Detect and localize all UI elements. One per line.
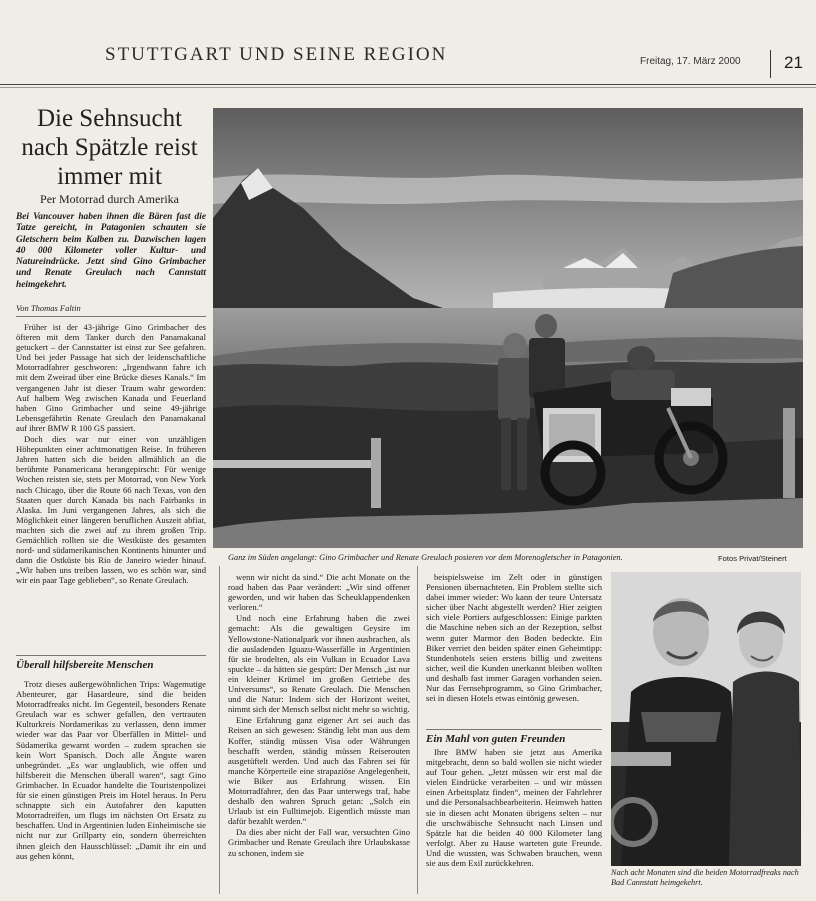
paragraph: Trotz dieses außergewöhnlichen Trips: Wagemutige Abenteurer, gar Hasardeure, sind die beiden Motorradfreaks nicht. Im Gegenteil, besonders Renate Greulach war es schwer gefallen, den vertrauten Kulturkreis Nordamerikas zu verlassen, denn immer wieder war das Paar vor Überfällen in Mittel- und Südamerika gewarnt worden – zudem sprachen sie kein Wort Spanisch. Doch alle Ängste waren unbegründet. „Es war unglaublich, wie offen und hilfsbereit die Menschen überall waren“, sagt Gino Grimbacher. In Ecuador handelte die Touristenpolizei für sie einen günstigen Preis im Hotel heraus. In Peru schnappte sich ein Autofahrer den kaputten Motorradreifen, um flugs im nächsten Ort Ersatz zu beschaffen. Und in Argentinien luden Einheimische sie nicht nur zur Grillparty ein, sondern überreichten ihnen gleich den Hausschlüssel: „Damit ihr ein und aus gehen könnt, [16,679,206,861]
paragraph: Eine Erfahrung ganz eigener Art sei auch das Reisen an sich gewesen: Ständig lebt man aus dem Koffer, ständig müssen Visa oder Währungen beschafft werden, ständig müssen Reiserouten ausgetüftelt werden. Und auch das Fahren sei für manche Körperteile eine strapaziöse Angelegenheit, wie Biker aus Erfahrung wissen. Ein Motorradfahrer, den das Paar unterwegs traf, habe deshalb den wahren Spruch getan: „Solch ein Urlaub ist ein Fulltimejob. Eigentlich müsste man dafür bezahlt werden.“ [228,715,410,827]
header-rule-thin [0,87,816,88]
photo-credit: Fotos Privat/Steinert [718,554,787,563]
article-intro: Bei Vancouver haben ihnen die Bären fast die Tatze gereicht, in Patagonien schauten sie Gletschern beim Kalben zu. Dazwischen lagen 40 000 Kilometer voller Kultur- und Natureindrücke. Jetzt sind Gino Grimbacher und Renate Greulach nach Cannstatt heimgekehrt. [16,212,206,290]
page-number: 21 [770,50,816,78]
text-column-1 [16,322,206,656]
text-column-2 [228,572,410,892]
photo-caption-small: Nach acht Monaten sind die beiden Motorradfreaks nach Bad Cannstatt heimgekehrt. [611,868,799,887]
portrait-photo [611,572,801,866]
crosshead-helpful-people: Überall hilfsbereite Menschen [16,655,206,677]
photo-caption-main: Ganz im Süden angelangt: Gino Grimbacher und Renate Greulach posieren vor dem Morenogletscher in Patagonien. [228,553,623,562]
header-rule [0,84,816,85]
text-column-3 [426,572,602,728]
glacier-photo [213,108,803,548]
crosshead-meal-friends: Ein Mahl von guten Freunden [426,729,602,747]
article-subhead: Per Motorrad durch Amerika [40,192,179,206]
text-column-1-continued [16,679,206,891]
article-headline: Die Sehnsucht nach Spätzle reist immer mit [21,105,198,190]
paragraph: Früher ist der 43-jährige Gino Grimbacher des öfteren mit dem Tanker durch den Panamakanal getuckert – der Cannstatter ist einst zur See gefahren. Und bei jeder Passage hat sich der leidenschaftliche Motorradfahrer geschworen: „Irgendwann fahre ich mit dem Zweirad über eine Brücke dieses Kanals.“ Im vergangenen Jahr ist dieser Traum wahr geworden: Auf halbem Weg zwischen Kanada und Feuerland haben Gino Grimbacher und seine 49-jährige Lebensgefährtin Renate Greulach den Panamakanal auf ihrer BMW R 100 GS passiert. [16,322,206,433]
paragraph: Doch dies war nur einer von unzähligen Höhepunkten einer achtmonatigen Reise. In früheren Jahren hatten sich die beiden allmählich an die berühmte Panamericana herangepirscht: Für wenige Wochen reisten sie, stets per Motorrad, von New York nach Chicago, über die Route 66 nach Texas, von den Staaten quer durch Kanada bis nach Fairbanks in Alaska. Im Juni vergangenen Jahres, als sich die Möglichkeit einer längeren beruflichen Auszeit abfiat, machten sich die zwei auf zu ihrem großen Trip. Gemächlich rollten sie die Westküste des gesamten nord- und südamerikanischen Kontinents hinunter und dann die Ostküste bis Rio de Janeiro wieder hinauf. „Wir haben uns treiben lassen, wo es schön war, sind wir ein paar Tage geblieben“, so Renate Greulach. [16,434,206,586]
section-title: STUTTGART UND SEINE REGION [105,44,448,65]
issue-date: Freitag, 17. März 2000 [640,56,741,67]
paragraph: Da dies aber nicht der Fall war, versuchten Gino Grimbacher und Renate Greulach ihre Urlaubskasse zu schonen, indem sie [228,827,410,858]
paragraph: Und noch eine Erfahrung haben die zwei gemacht: Als die gewaltigen Geysire im Yellowstone-Nationalpark vor ihnen ausbrachen, als die ausladenden Iguazu-Wasserfälle in Argentinien für sie brodelten, als ein Vulkan in Ecuador Lava spuckte – da hätten sie gespürt: Der Mensch „ist nur ein kleiner Krümel im großen Getriebe des Universums“, so Renate Greulach. Die Menschen und die Natur: Indem sich der Horizont weitet, nimmt sich der Mensch selbst nicht mehr so wichtig. [228,613,410,715]
text-column-3-continued [426,747,602,892]
paragraph: wenn wir nicht da sind.“ Die acht Monate on the road haben das Paar verändert: „Wir sind offener geworden, und wir haben das Scheuklappendenken verloren.“ [228,572,410,613]
byline: Von Thomas Faltin [16,303,206,317]
column-divider [219,566,220,894]
paragraph: beispielsweise im Zelt oder in günstigen Pensionen übernachteten. Ein Problem stellte sich dabei immer wieder: Wo kann der teure Untersatz sicher über Nacht abgestellt werden? Hier zeigten sich viele Portiers aufgeschlossen: Einige parkten die Maschine neben sich an der Rezeption, selbst wenn guter Marmor den Boden bedeckte. Ein Biker verriet den beiden später einen Geheimtipp: Stundenhotels seien erstens billig und zweitens sicher, weil die Kunden unerkannt bleiben wollten und deshalb fast immer Garagen vorhanden seien. Nur das Fernsehprogramm, so Gino Grimbacher, sei in diesen Hotels etwas eintönig gewesen. [426,572,602,704]
paragraph: Ihre BMW haben sie jetzt aus Amerika mitgebracht, denn so bald wollen sie nicht wieder auf Tour gehen. „Jetzt müssen wir erst mal die vielen Eindrücke verarbeiten – und wir müssen einen Arbeitsplatz finden“, meinen der Fahrlehrer und die Personalsachbearbeiterin. Heimweh hatten sie in diesen acht Monaten übrigens selten – nur die urschwäbische Sehnsucht nach Linsen und Spätzle hat die beiden 40 000 Kilometer lang verfolgt. Aber zu Hause warteten gute Freunde. Und die wussten, was Schwaben brauchen, wenn sie aus dem Exil zurückkehren. [426,747,602,869]
column-divider [417,566,418,894]
